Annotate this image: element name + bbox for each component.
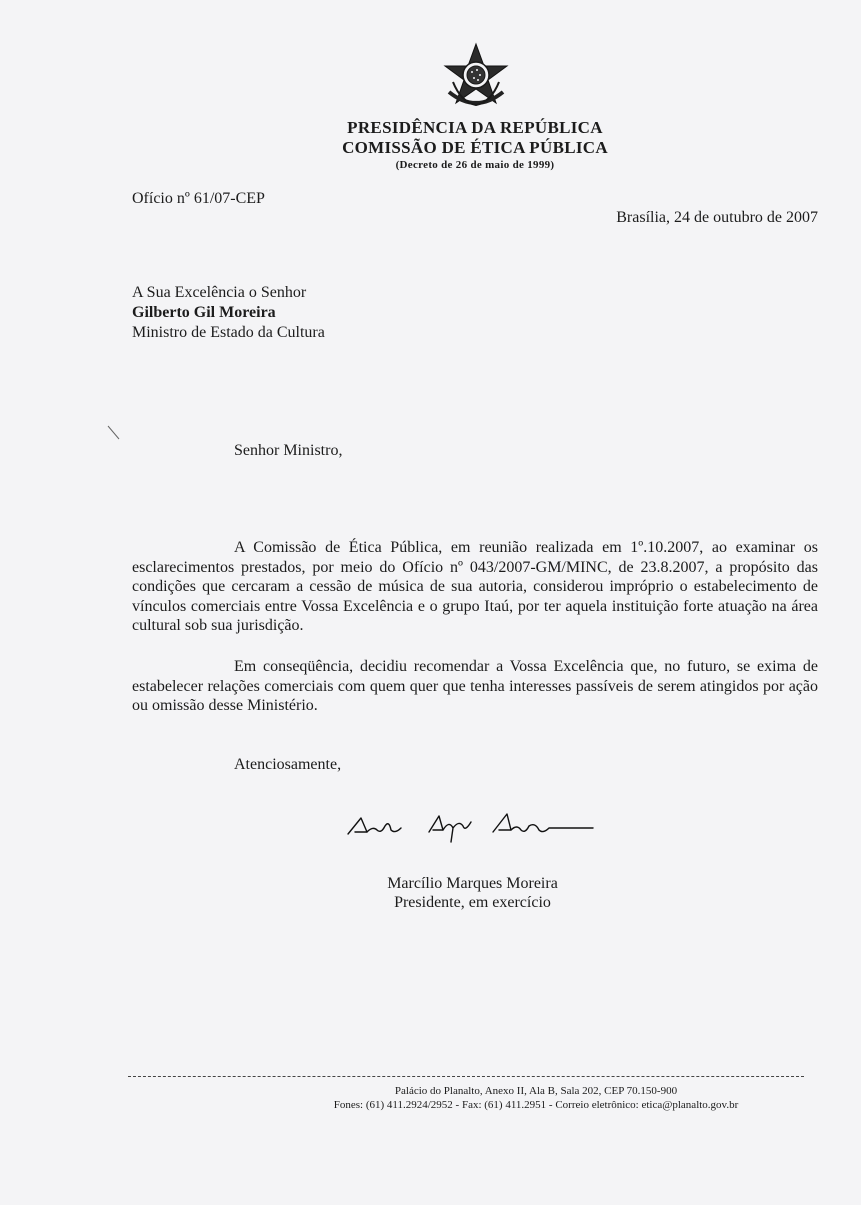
header-institution: PRESIDÊNCIA DA REPÚBLICA (347, 118, 603, 137)
footer-address: Palácio do Planalto, Anexo II, Ala B, Sala 202, CEP 70.150-900 (394, 1085, 678, 1097)
addressee-name: Gilberto Gil Moreira (132, 304, 276, 321)
stray-pen-mark (107, 425, 121, 441)
body-paragraph: Em conseqüência, decidiu recomendar a Vossa Excelência que, no futuro, se exima de estabelecer relações comerciais com quem quer que tenha interesses passíveis de serem atingidos por ação ou omissão desse Ministério. (132, 658, 818, 715)
letter-closing: Atenciosamente, (234, 756, 342, 773)
signer-name: Marcílio Marques Moreira (387, 875, 558, 892)
letter-reference: Ofício nº 61/07-CEP (132, 190, 265, 207)
letter-greeting: Senhor Ministro, (234, 442, 343, 459)
addressee-salutation: A Sua Excelência o Senhor (132, 284, 307, 301)
footer-divider (128, 1076, 804, 1077)
handwritten-signature (343, 802, 603, 852)
brazil-coat-of-arms-icon (441, 42, 511, 112)
letter-date: Brasília, 24 de outubro de 2007 (616, 209, 818, 226)
body-paragraph: A Comissão de Ética Pública, em reunião realizada em 1º.10.2007, ao examinar os esclarecimentos prestados, por meio do Ofício nº 043/2007-GM/MINC, de 23.8.2007, a propósito das condições que cercaram a cessão de música de sua autoria, considerou impróprio o estabelecimento de vínculos comerciais entre Vossa Excelência e o grupo Itaú, por ter aquela instituição forte atuação na área cultural sob sua jurisdição. (132, 539, 818, 635)
header-commission: COMISSÃO DE ÉTICA PÚBLICA (342, 138, 608, 157)
footer-contacts: Fones: (61) 411.2924/2952 - Fax: (61) 411.2951 - Correio eletrônico: etica@planalto.gov.br (333, 1099, 739, 1111)
addressee-title: Ministro de Estado da Cultura (132, 324, 325, 341)
signer-role: Presidente, em exercício (394, 894, 551, 911)
header-decree: (Decreto de 26 de maio de 1999) (395, 159, 555, 171)
